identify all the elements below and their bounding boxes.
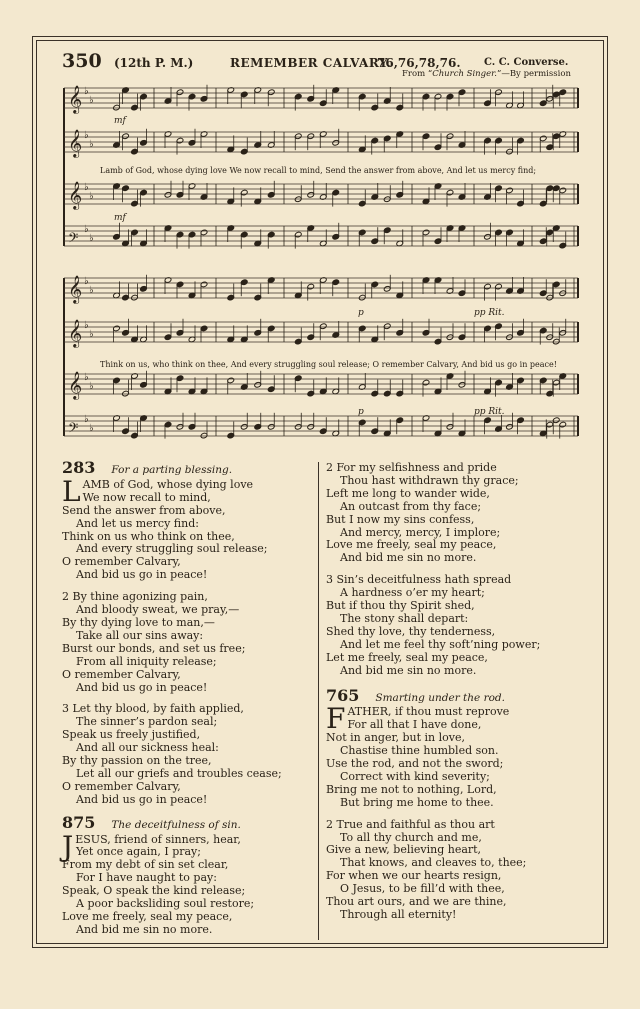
flat-icon: ♭ [84, 224, 89, 235]
hymn-line: 2 By thine agonizing pain, [62, 590, 208, 604]
treble-clef-icon: 𝄞 [68, 371, 83, 399]
meter-pattern: 76,76,78,76. [377, 56, 461, 70]
dynamic-marking: pp Rit. [474, 308, 505, 318]
hymn-line: And bid me sin no more. [340, 551, 477, 565]
hymn-line: Through all eternity! [340, 908, 457, 921]
hymn-line: O remember Calvary, [62, 555, 181, 569]
treble-clef-icon: 𝄞 [68, 319, 83, 347]
staff [64, 371, 578, 400]
hymn-line: Thou art ours, and we are thine, [326, 895, 507, 909]
hymn-line: For all that I have done, [347, 718, 482, 732]
flat-icon: ♭ [84, 182, 89, 193]
hymn-line: 2 True and faithful as thou art [326, 817, 495, 831]
hymn-line: The sinner’s pardon seal; [76, 715, 218, 729]
flat-icon: ♭ [89, 285, 94, 296]
hymn-line: 3 Sin’s deceitfulness hath spread [326, 573, 512, 587]
staff [64, 275, 578, 304]
treble-clef-icon: 𝄞 [68, 275, 83, 303]
hymn-line: Speak us freely justified, [62, 728, 201, 742]
hymn-line: Think on us who think on thee, [62, 529, 235, 543]
hymn-line: O Jesus, to be fill’d with thee, [340, 882, 505, 896]
treble-clef-icon: 𝄞 [68, 129, 83, 157]
page-number: 350 [62, 50, 102, 72]
flat-icon: ♭ [84, 130, 89, 141]
hymn-number: 765 [326, 685, 360, 705]
bass-clef-icon: 𝄢 [68, 420, 79, 439]
hymn-line: By thy dying love to man,— [62, 615, 215, 629]
bass-clef-icon: 𝄢 [68, 230, 79, 249]
dynamic-marking: pp Rit. [474, 407, 505, 417]
hymn-line: A poor backsliding soul restore; [76, 897, 255, 911]
dynamic-marking: mf [114, 116, 126, 126]
right-column [326, 462, 588, 922]
hymn-line: Let me freely, seal my peace, [326, 650, 488, 664]
hymn-line: For when we our hearts resign, [326, 869, 502, 883]
flat-icon: ♭ [89, 423, 94, 434]
hymn-line: Thou hast withdrawn thy grace; [340, 473, 519, 487]
treble-clef-icon: 𝄞 [68, 181, 83, 209]
hymn-number: 875 [62, 812, 96, 832]
hymn-line: O remember Calvary, [62, 779, 181, 793]
hymn-line: Left me long to wander wide, [326, 486, 490, 500]
flat-icon: ♭ [84, 320, 89, 331]
flat-icon: ♭ [84, 276, 89, 287]
staff [64, 319, 578, 348]
hymn-line: Send the answer from above, [62, 503, 226, 517]
hymn-line: Give a new, believing heart, [326, 843, 482, 857]
dynamic-marking: p [358, 407, 364, 417]
column-divider [318, 462, 319, 940]
hymn-line: And every struggling soul release; [76, 542, 268, 556]
hymn-line: But I now my sins confess, [326, 512, 475, 526]
hymn-line: And bid us go in peace! [76, 568, 208, 582]
hymn-line: But if thou thy Spirit shed, [326, 599, 475, 613]
hymn-line: From all iniquity release; [76, 654, 217, 668]
hymn-line: ESUS, friend of sinners, hear, [75, 832, 241, 846]
dynamic-marking: p [358, 308, 364, 318]
flat-icon: ♭ [89, 95, 94, 106]
music-lyric-line-1: Lamb of God, whose dying love We now recall to mind, Send the answer from above, And let us mercy find; [100, 166, 537, 175]
flat-icon: ♭ [84, 86, 89, 97]
staff [64, 129, 578, 158]
hymn-subtitle: Smarting under the rod. [375, 691, 505, 704]
hymn-line: AMB of God, whose dying love [82, 477, 254, 491]
drop-cap: J [62, 829, 74, 863]
hymn-line: Yet once again, I pray; [76, 845, 201, 859]
staff [64, 85, 578, 114]
hymn-line: For I have naught to pay: [76, 871, 217, 885]
hymn-line: Love me freely, seal my peace, [62, 910, 233, 923]
hymn-line: And bloody sweat, we pray,— [76, 603, 240, 617]
hymn-line: A hardness o’er my heart; [340, 586, 485, 600]
hymn-line: That knows, and cleaves to, thee; [340, 856, 527, 870]
meter: (12th P. M.) [114, 56, 194, 70]
staff [64, 223, 578, 249]
hymn-subtitle: For a parting blessing. [111, 464, 233, 476]
hymn-line: The stony shall depart: [340, 611, 469, 625]
hymn-number: 283 [62, 458, 96, 477]
hymn-line: Use the rod, and not the sword; [326, 757, 504, 771]
hymn-line: Love me freely, seal my peace, [326, 538, 497, 552]
staff [64, 181, 578, 210]
hymn-line: O remember Calvary, [62, 667, 181, 681]
music-lyric-line-2: Think on us, who think on thee, And every struggling soul release; O remember Calvary, And bid us go in peace! [100, 360, 557, 369]
hymn-line: To all thy church and me, [340, 830, 482, 844]
page-header [62, 50, 586, 79]
hymn-line: Chastise thine humbled son. [340, 744, 499, 758]
flat-icon: ♭ [89, 191, 94, 202]
hymn-line: Bring me not to nothing, Lord, [326, 782, 497, 796]
hymn-line: 3 Let thy blood, by faith applied, [62, 702, 244, 716]
hymn-text [62, 829, 314, 937]
composer: C. C. Converse. [484, 57, 569, 68]
hymn-line: Burst our bonds, and set us free; [62, 641, 246, 655]
hymn-heading [62, 458, 314, 477]
hymn-line: And bid me sin no more. [76, 922, 213, 936]
hymn-line: And bid us go in peace! [76, 792, 208, 806]
hymn-text [326, 702, 588, 922]
hymn-line: Not in anger, but in love, [326, 731, 466, 745]
drop-cap: F [326, 702, 346, 736]
flat-icon: ♭ [89, 139, 94, 150]
source-credit: From “Church Singer.”—By permission [402, 69, 571, 79]
music-system-2 [62, 270, 582, 448]
hymn-heading [62, 812, 314, 832]
music-staves-2 [62, 270, 582, 448]
hymn-text [62, 474, 314, 807]
hymn-line: From my debt of sin set clear, [62, 858, 229, 872]
treble-clef-icon: 𝄞 [68, 85, 83, 113]
hymn-subtitle: The deceitfulness of sin. [111, 818, 241, 831]
hymn-line: Let all our griefs and troubles cease; [76, 766, 282, 780]
left-column [62, 458, 314, 937]
flat-icon: ♭ [89, 381, 94, 392]
hymn-line: We now recall to mind, [82, 490, 211, 504]
hymn-line: Take all our sins away: [76, 628, 204, 642]
hymn-line: An outcast from thy face; [340, 499, 482, 513]
flat-icon: ♭ [89, 233, 94, 244]
hymn-line: And all our sickness heal: [76, 741, 219, 755]
hymn-line: 2 For my selfishness and pride [326, 461, 497, 474]
hymn-line: And mercy, mercy, I implore; [340, 525, 501, 539]
hymn-line: And bid us go in peace! [76, 680, 208, 694]
flat-icon: ♭ [84, 372, 89, 383]
hymn-line: But bring me home to thee. [340, 795, 494, 809]
hymn-heading [326, 685, 588, 705]
flat-icon: ♭ [89, 329, 94, 340]
hymn-line: And bid me sin no more. [340, 663, 477, 677]
tune-title: REMEMBER CALVARY. [230, 56, 392, 70]
flat-icon: ♭ [84, 414, 89, 425]
hymn-line: And let me feel thy soft’ning power; [340, 637, 541, 651]
hymn-line: Shed thy love, thy tenderness, [326, 624, 496, 638]
hymn-line: By thy passion on the tree, [62, 754, 212, 768]
hymn-line: And let us mercy find: [76, 516, 199, 530]
hymn-line: Speak, O speak the kind release; [62, 884, 246, 898]
dynamic-marking: mf [114, 213, 126, 223]
hymn-line: ATHER, if thou must reprove [347, 705, 510, 719]
hymn-line: Correct with kind severity; [340, 769, 490, 783]
drop-cap: L [62, 474, 81, 508]
